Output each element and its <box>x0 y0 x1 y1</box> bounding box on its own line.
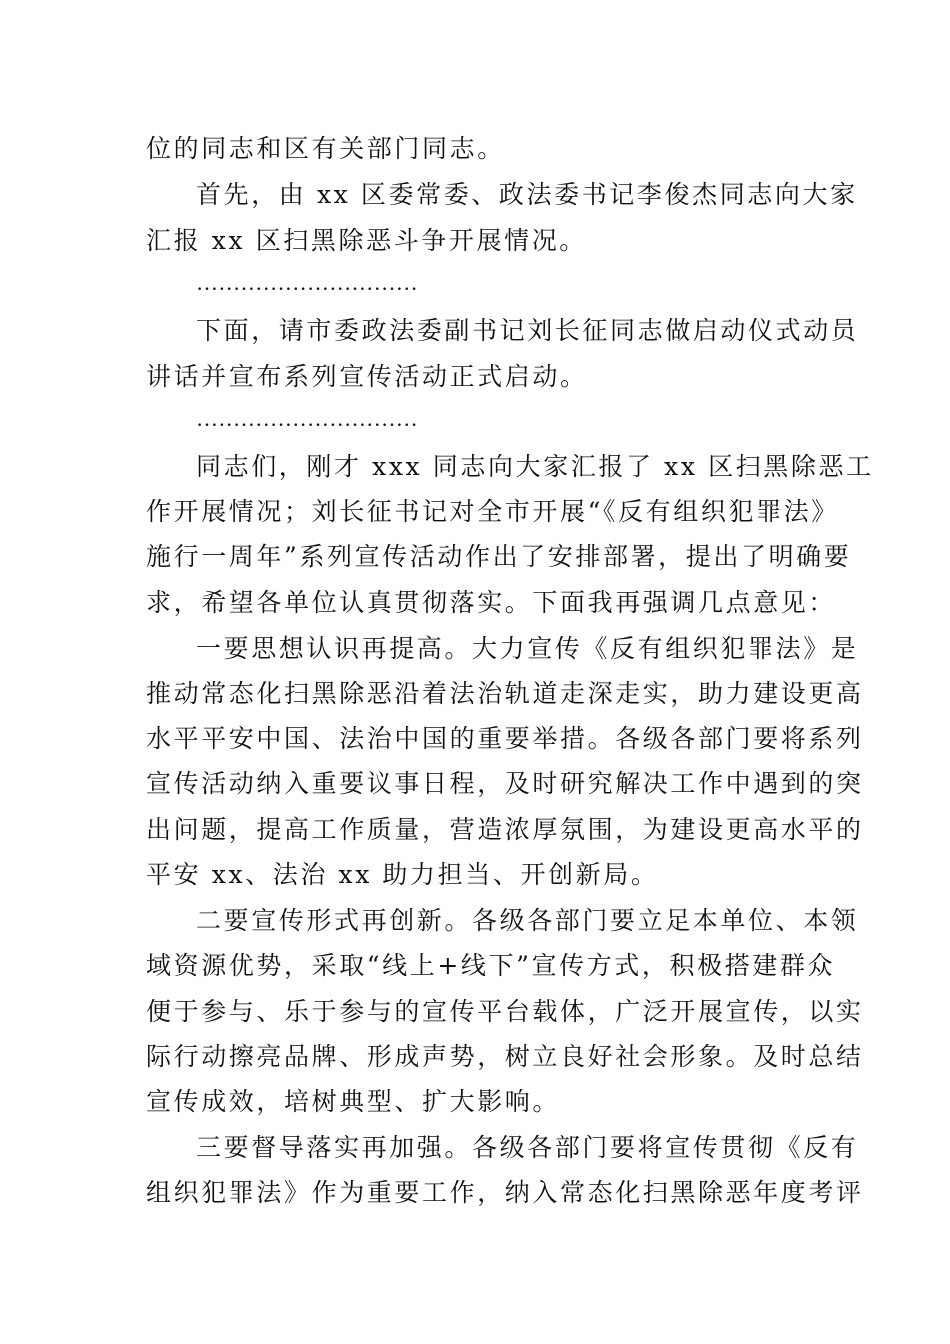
text-line: 下面，请市委政法委副书记刘长征同志做启动仪式动员 <box>196 316 859 345</box>
text-line: 组织犯罪法》作为重要工作，纳入常态化扫黑除恶年度考评 <box>146 1178 864 1207</box>
text-line: 际行动擦亮品牌、形成声势，树立良好社会形象。及时总结 <box>146 1042 864 1071</box>
text-line: 同志们，刚才 xxx 同志向大家汇报了 xx 区扫黑除恶工 <box>196 452 874 481</box>
text-line: 推动常态化扫黑除恶沿着法治轨道走深走实，助力建设更高 <box>146 679 864 708</box>
text-line: 域资源优势，采取“线上+线下”宣传方式，积极搭建群众 <box>146 951 836 980</box>
text-line: 宣传活动纳入重要议事日程，及时研究解决工作中遇到的突 <box>146 769 864 798</box>
text-line: 水平平安中国、法治中国的重要举措。各级各部门要将系列 <box>146 724 864 753</box>
text-line: 汇报 xx 区扫黑除恶斗争开展情况。 <box>146 226 587 255</box>
text-line: 便于参与、乐于参与的宣传平台载体，广泛开展宣传，以实 <box>146 997 864 1026</box>
text-line: 求，希望各单位认真贯彻落实。下面我再强调几点意见： <box>146 588 837 617</box>
text-line: 一要思想认识再提高。大力宣传《反有组织犯罪法》是 <box>196 634 859 663</box>
text-line: 位的同志和区有关部门同志。 <box>146 134 505 163</box>
text-line: 三要督导落实再加强。各级各部门要将宣传贯彻《反有 <box>196 1133 859 1162</box>
text-line: 出问题，提高工作质量，营造浓厚氛围，为建设更高水平的 <box>146 815 864 844</box>
ellipsis-line: ………………………… <box>196 406 418 431</box>
text-line: 作开展情况；刘长征书记对全市开展“《反有组织犯罪法》 <box>146 497 839 526</box>
ellipsis-line: ………………………… <box>196 270 418 295</box>
text-line: 平安 xx、法治 xx 助力担当、开创新局。 <box>146 860 659 889</box>
text-line: 宣传成效，培树典型、扩大影响。 <box>146 1087 561 1116</box>
text-line: 首先，由 xx 区委常委、政法委书记李俊杰同志向大家 <box>196 180 858 209</box>
text-line: 二要宣传形式再创新。各级各部门要立足本单位、本领 <box>196 906 859 935</box>
text-line: 施行一周年”系列宣传活动作出了安排部署，提出了明确要 <box>146 542 852 571</box>
text-line: 讲话并宣布系列宣传活动正式启动。 <box>146 362 588 391</box>
